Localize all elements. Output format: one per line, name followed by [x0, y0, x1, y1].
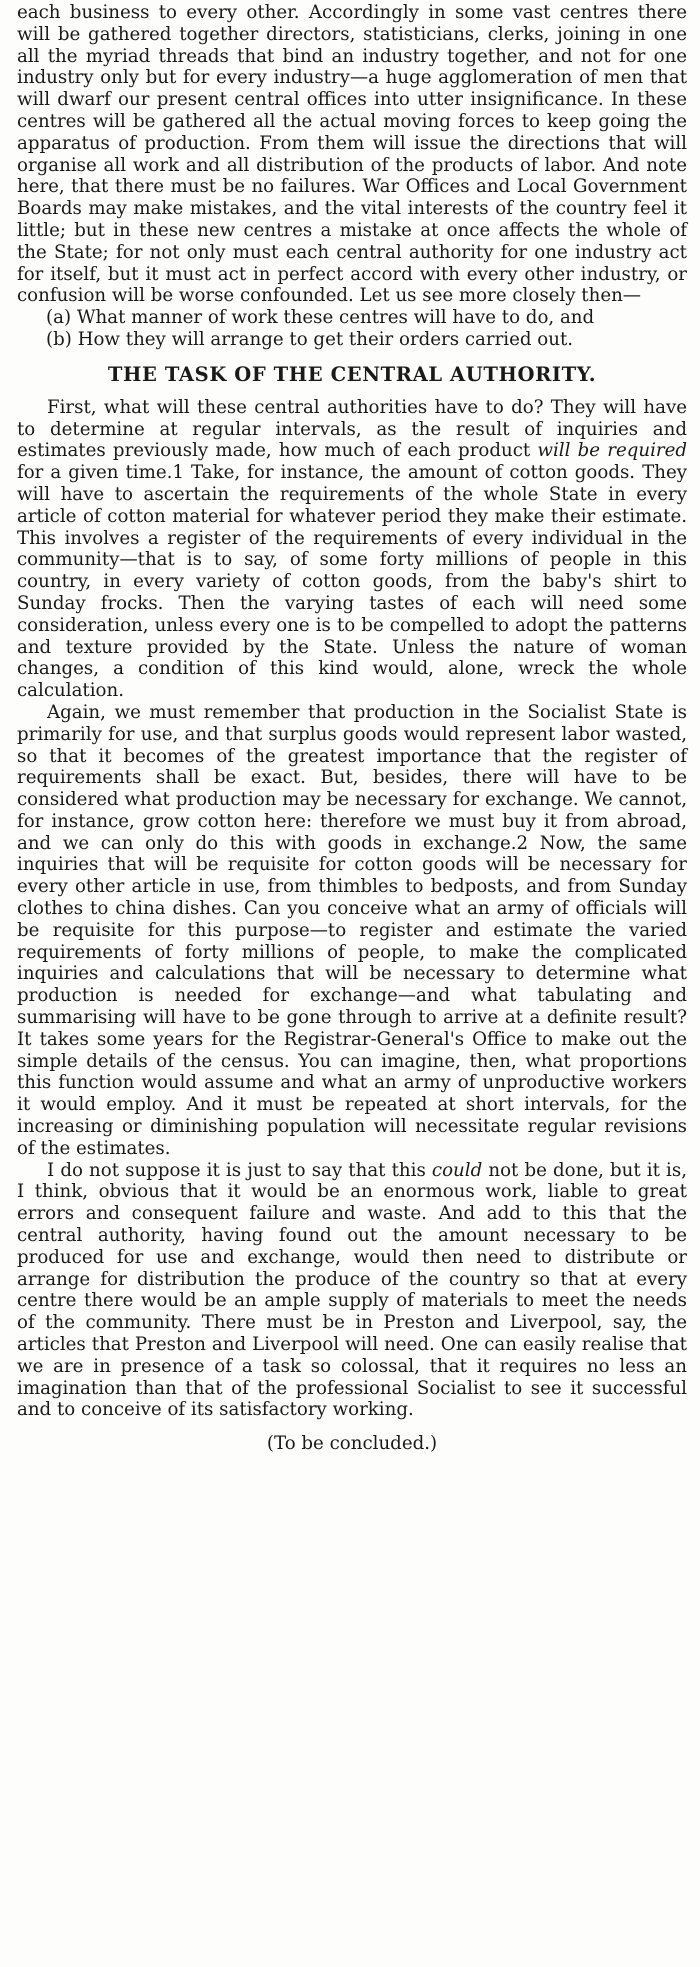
paragraph-suppose-emphasis: could — [431, 1159, 483, 1181]
list-item-b: (b) How they will arrange to get their orders carried out. — [46, 328, 574, 350]
paragraph-first-lead: First, what will these central authorities have to do? They will have to determine at regular intervals, as the result of inquiries and estimates previously made, how much of each product — [17, 396, 687, 462]
list-item-a: (a) What manner of work these centres will have to do, and — [46, 307, 595, 329]
paragraph-first — [17, 397, 687, 702]
paragraph-first-emphasis: will be required — [537, 440, 687, 462]
continuation-note: (To be concluded.) — [266, 1433, 438, 1455]
section-heading: THE TASK OF THE CENTRAL AUTHORITY. — [107, 362, 597, 386]
paragraph-suppose — [17, 1160, 687, 1422]
intro-paragraph: each business to every other. Accordingly in some vast centres there will be gathered together directors, statisticians, clerks, joining in one all the myriad threads that bind an industry together, and not for one industry only but for every industry—a huge agglomeration of men that will dwarf our present central offices into utter insignificance. In these centres will be gathered all the actual moving forces to keep going the apparatus of production. From them will issue the directions that will organise all work and all distribution of the products of labor. And note here, that there must be no failures. War Offices and Local Government Boards may make mistakes, and the vital interests of the country feel it little; but in these new centres a mistake at once affects the whole of the State; for not only must each central authority for one industry act for itself, but it must act in perfect accord with every other industry, or confusion will be worse confounded. Let us see more closely then— — [17, 2, 687, 307]
text-column — [17, 2, 687, 1455]
paragraph-suppose-lead: I do not suppose it is just to say that this — [47, 1159, 432, 1181]
paragraph-suppose-rest: not be done, but it is, I think, obvious that it would be an enormous work, liable to great errors and consequent failure and waste. And add to this that the central authority, having found out the amount necessary to be produced for use and exchange, would then need to distribute or arrange for distribution the produce of the country so that at every centre there would be an ample supply of materials to meet the needs of the community. There must be in Preston and Liverpool, say, the articles that Preston and Liverpool will need. One can easily realise that we are in presence of a task so colossal, that it requires no less an imagination than that of the professional Socialist to see it successful and to conceive of its satisfactory working. — [17, 1159, 687, 1421]
paragraph-again: Again, we must remember that production in the Socialist State is primarily for use, and that surplus goods would represent labor wasted, so that it becomes of the greatest importance that the register of requirements shall be exact. But, besides, there will have to be considered what production may be necessary for exchange. We cannot, for instance, grow cotton here: therefore we must buy it from abroad, and we can only do this with goods in exchange.2 Now, the same inquiries that will be requisite for cotton goods will be necessary for every other article in use, from thimbles to bedposts, and from Sunday clothes to china dishes. Can you conceive what an army of officials will be requisite for this purpose—to register and estimate the varied requirements of forty millions of people, to make the complicated inquiries and calculations that will be necessary to determine what production is needed for exchange—and what tabulating and summarising will have to be gone through to arrive at a definite result? It takes some years for the Registrar-General's Office to make out the simple details of the census. You can imagine, then, what proportions this function would assume and what an army of unproductive workers it would employ. And it must be repeated at short intervals, for the increasing or diminishing population will necessitate regular revisions of the estimates. — [17, 701, 687, 1159]
paragraph-first-rest: for a given time.1 Take, for instance, the amount of cotton goods. They will have to ascertain the requirements of the whole State in every article of cotton material for whatever period they make their estimate. This involves a register of the requirements of every individual in the community—that is to say, of some forty millions of people in this country, in every variety of cotton goods, from the baby's shirt to Sunday frocks. Then the varying tastes of each will need some consideration, unless every one is to be compelled to adopt the patterns and texture provided by the State. Unless the nature of woman changes, a condition of this kind would, alone, wreck the whole calculation. — [17, 462, 687, 702]
